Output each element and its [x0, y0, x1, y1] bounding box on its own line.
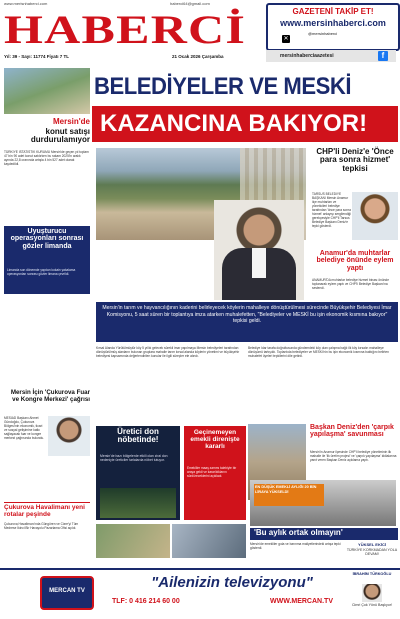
bottom-story2-body: Emekliler maaş zammı talebiyle bir araya geldi ve kararlılıklarını sürdüreceklerini açıkladı.	[187, 466, 237, 478]
bottom-story1-photo	[100, 488, 176, 518]
columnist-2-title: Cimri Çok Yönü Başlıyor!	[351, 603, 393, 607]
columnist-1-name: YÜKSEL EKİCİ	[358, 542, 386, 547]
headline-1: BELEDİYELER VE MESKİ	[94, 73, 352, 100]
gallery-photo-1	[96, 524, 170, 558]
date: 21 Ocak 2026 Çarşamba	[172, 54, 224, 59]
left-story1-body: TÜRKİYE İSTATİSTİK KURUMU Mersin'de geçen yıl toplam 47 bin 90 adet konut satılırken bu rakam 2025'in aralık ayında 22,8 oranında artışla 4 bin 527 adet olarak kaydedildi.	[4, 150, 89, 166]
main-body-left: Kırsal Alanda Yürütülmüştür köy 5 yıllık gelecek sürekli imar yapılmaya Mersin belediyeleri tarafından dönüştürülmüş alanların bulunan gruplara mahalle tarım kırsal alanda köylerin yönetimi ve büyükşehir belediyesi kapsamında değerlendirilen konular ile ilgili süreçler ele alındı.	[96, 346, 240, 358]
bottom-story1-title: Üretici don nöbetinde!	[117, 427, 159, 445]
right-story1-body: TARSUS BELEDİYE BAŞKANI Mersin Anamur ilçe muhtarları ve yöneticileri belediye tarafından 'önce para sonra hizmet' anlayışı sergilendiği gerekçesiyle CHP'li Tarsus Belediye Başkanı Deniz'e tepki gösterdi.	[312, 192, 351, 228]
right-story1-title: CHP'li Deniz'e 'Önce para sonra hizmet' tepkisi	[316, 147, 394, 173]
left-story2-box	[4, 226, 90, 294]
columnist-1-title: TÜRKİYE KORKMADAN YOLA DEVAM!	[346, 548, 398, 556]
left-story1-city: Mersin'de	[52, 117, 90, 126]
masthead	[0, 0, 400, 62]
columnist-2[interactable]	[346, 572, 398, 612]
right-story3-title: Başkan Deniz'den 'çarpık yapılaşma' savunması	[310, 424, 394, 439]
left-story2-body: Limanda son dönemde yapılan kokain yakalama operasyonları sonrası gözler limana çevrildi.	[7, 268, 76, 276]
tv-logo: MERCAN TV	[49, 588, 85, 594]
tv-logo-box[interactable]	[40, 576, 94, 610]
left-top-photo	[4, 68, 90, 114]
logo: HABERCİ	[4, 7, 247, 52]
columnist-1[interactable]	[346, 542, 398, 564]
bottom-story3-title: 'Bu aylık ortak olmayın'	[254, 528, 343, 537]
issue-line: Yıl: 39 - Sayı: 11774 Fiyatı 7 TL	[4, 54, 70, 59]
bottom-story1-body: Mersin'de bazı bölgelerde etkili olan zirai don nedeniyle üreticiler tarlalarda nöbet tutuyor.	[100, 454, 168, 463]
bottom-story1-box	[96, 426, 180, 520]
bottom-story3-title-bar	[250, 528, 398, 540]
left-story3-photo	[48, 416, 90, 456]
person-shirt	[252, 248, 266, 278]
follow-box	[266, 3, 400, 51]
bottom-story3-body: Mersin'de emekliler gıda ve barınma maliyetlerindeki artışa tepki gösterdi.	[250, 542, 341, 550]
tv-banner	[0, 568, 400, 619]
headline-2-bar	[92, 106, 398, 142]
bottom-story2-title: Geçinemeyen emekli direnişte kararlı	[190, 429, 240, 450]
gallery-photo-2	[172, 524, 246, 558]
tv-url[interactable]: WWW.MERCAN.TV	[270, 598, 333, 605]
tv-phone: TLF: 0 416 214 60 00	[112, 598, 180, 605]
columnist-2-name: İBRAHİM TÜRKOĞLU	[352, 572, 392, 576]
site-url[interactable]: www.merisnhaberci.com	[4, 1, 48, 6]
left-story1-title: konut satışı durdurulamıyor	[30, 127, 90, 145]
columnist-2-photo	[362, 584, 382, 602]
left-story3-body: MESİAD Başkanı Ahmet Gündoğdu, Çukurova Bölgesi'nin ekonomik, ticari ve sosyal gelişimine katkı sağlayacak fuar ve kongre merkezi çağrısında bulundu.	[4, 416, 45, 440]
main-body-right: Belediye İdar tarafa doğrultusunda gündemdeki köy olan çalışma bağlı ilk köy kırsalın mahalleye dönüşümü tartışıldı. Toplantıda belediyeler ve MESKİ'nin bu işin ekonomik kısmına baktığını belirten muhalefet üyeleri tepkilerini dile getirdi.	[248, 346, 389, 358]
left-column	[4, 68, 90, 558]
left-story2-title: Uyuşturucu operasyonları sonrası gözler limanda	[10, 228, 84, 250]
email[interactable]: haberci64@gmail.com	[170, 1, 210, 6]
headline-2: KAZANCINA BAKIYOR!	[100, 110, 368, 137]
follow-title: GAZETENİ TAKİP ET!	[292, 7, 374, 16]
tv-slogan: "Ailenizin televizyonu"	[151, 574, 313, 591]
right-story3-body: Mersin'in Anamur ilçesinde CHP'li belediye yönetiminin ilk mahalle ile 'ilk üretim projesi' ve 'çarpık yapılaşma' iddialarına yanıt veren Başkan Deniz açıklama yaptı.	[310, 450, 397, 462]
left-story4-title: Çukurova Havalimanı yeni rotalar peşinde	[4, 504, 85, 518]
right-story2-body: ANAMUR'DA muhtarlar belediye hizmet binası önünde toplanarak eylem yaptı ve CHP'li Belediye Başkanı'na seslendi.	[312, 278, 389, 290]
right-story1-photo	[352, 192, 398, 240]
left-divider	[4, 502, 90, 503]
social-handle[interactable]: @mersinhaberci	[308, 31, 338, 36]
right-story2-title: Anamur'da muhtarlar belediye önünde eylem yaptı	[316, 250, 394, 272]
social-strip	[266, 50, 396, 62]
bottom-story3-photo	[250, 480, 396, 526]
right-column-2	[312, 250, 398, 400]
x-icon[interactable]: ✕	[283, 36, 289, 42]
pension-badge: EN DÜŞÜK EMEKLİ AYLIĞI 20 BİN LİRAYA YÜKSELDİ	[254, 484, 324, 506]
bottom-story2-box	[184, 426, 246, 520]
social-handle-2[interactable]: mersinhaberciaazetesi	[280, 53, 334, 59]
headline-1-bar	[92, 72, 398, 104]
facebook-icon[interactable]: f	[378, 51, 388, 61]
left-story4-body: Çukurova Havalimanı'nda Güngören ve Cizre'yi Tüm Medrese İkinci Bir Havayolu Pazarlama Ofisi açıldı.	[4, 522, 79, 530]
follow-url[interactable]: www.mersinhaberci.com	[280, 18, 386, 28]
left-story3-title: Mersin İçin 'Çukurova Fuar ve Kongre Merkezi' çağrısı	[10, 389, 90, 403]
summary-text: Mersin'in tarım ve hayvancılığının kaderini belirleyecek köylerin mahalleye dönüştürülmesi sürecinde Büyükşehir Belediyesi İmar Komisyonu, 5 saat süren bir toplantıya imza atarken muhalefetten, "Belediyeler ve MESKİ bu işin ekonomik kısmına bakıyor" tepkisi geldi.	[102, 305, 392, 325]
